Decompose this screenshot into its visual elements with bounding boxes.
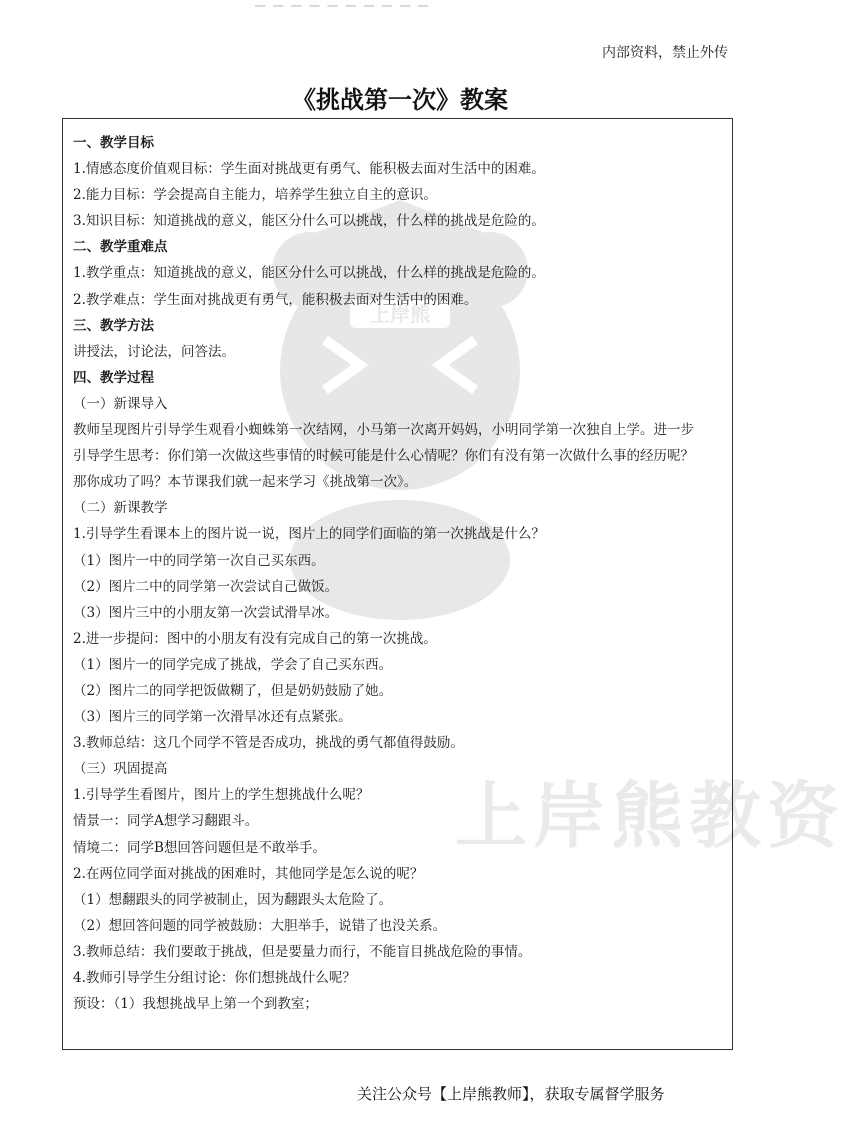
body-line: 4.教师引导学生分组讨论：你们想挑战什么呢？	[73, 970, 356, 986]
body-line: 2.教学难点：学生面对挑战更有勇气，能积极去面对生活中的困难。	[73, 291, 478, 308]
body-line: （一）新课导入	[73, 395, 168, 412]
section-heading: 一、教学目标	[73, 135, 154, 151]
body-line: （3）图片三中的小朋友第一次尝试滑旱冰。	[73, 604, 339, 621]
section-heading: 三、教学方法	[73, 317, 154, 334]
body-line: 2.进一步提问：图中的小朋友有没有完成自己的第一次挑战。	[73, 630, 437, 647]
section-heading: 四、教学过程	[73, 369, 154, 386]
body-line: （1）想翻跟头的同学被制止，因为翻跟头太危险了。	[73, 891, 393, 908]
body-line: 讲授法，讨论法，问答法。	[73, 343, 235, 360]
faded-header-residue: ▔ ▔ ▔ ▔ ▔ ▔ ▔ ▔ ▔ ▔	[255, 6, 431, 21]
body-line: 引导学生思考：你们第一次做这些事情的时候可能是什么心情呢？你们有没有第一次做什么事的经历呢？	[73, 448, 694, 465]
body-line: （1）图片一的同学完成了挑战，学会了自己买东西。	[73, 656, 393, 673]
body-line: 预设：（1）我想挑战早上第一个到教室；	[73, 996, 318, 1013]
body-line: 3.教师总结：这几个同学不管是否成功，挑战的勇气都值得鼓励。	[73, 735, 464, 752]
body-line: （1）图片一中的同学第一次自己买东西。	[73, 552, 325, 569]
body-line: （2）想回答问题的同学被鼓励：大胆举手，说错了也没关系。	[73, 917, 447, 934]
section-heading: 二、教学重难点	[73, 239, 168, 256]
body-line: 3.教师总结：我们要敢于挑战，但是要量力而行，不能盲目挑战危险的事情。	[73, 943, 532, 960]
body-line: 3.知识目标：知道挑战的意义，能区分什么可以挑战，什么样的挑战是危险的。	[73, 213, 545, 230]
document-title: 《挑战第一次》教案	[292, 85, 508, 114]
body-line: 1.教学重点：知道挑战的意义，能区分什么可以挑战，什么样的挑战是危险的。	[73, 265, 545, 282]
body-line: （2）图片二中的同学第一次尝试自己做饭。	[73, 578, 339, 595]
body-line: 那你成功了吗？本节课我们就一起来学习《挑战第一次》。	[73, 474, 418, 491]
body-line: （2）图片二的同学把饭做糊了，但是奶奶鼓励了她。	[73, 682, 393, 699]
body-line: （三）巩固提高	[73, 761, 168, 778]
bear-logo-headband-text: 上岸熊	[370, 302, 430, 326]
footer-note: 关注公众号【上岸熊教师】，获取专属督学服务	[357, 1085, 665, 1103]
confidential-notice: 内部资料，禁止外传	[602, 45, 728, 61]
body-line: 1.情感态度价值观目标：学生面对挑战更有勇气、能积极去面对生活中的困难。	[73, 161, 545, 178]
body-line: 2.在两位同学面对挑战的困难时，其他同学是怎么说的呢？	[73, 865, 424, 882]
body-line: 情境二：同学B想回答问题但是不敢举手。	[73, 839, 326, 856]
body-line: 1.引导学生看图片，图片上的学生想挑战什么呢？	[73, 787, 370, 804]
body-line: 1.引导学生看课本上的图片说一说，图片上的同学们面临的第一次挑战是什么？	[73, 526, 545, 543]
brand-watermark-text: 上岸熊教资	[455, 773, 845, 858]
body-line: 教师呈现图片引导学生观看小蜘蛛第一次结网，小马第一次离开妈妈，小明同学第一次独自上学。进一步	[73, 422, 694, 439]
body-line: （二）新课教学	[73, 500, 168, 517]
lesson-plan-body	[73, 130, 728, 1017]
body-line: （3）图片三的同学第一次滑旱冰还有点紧张。	[73, 709, 352, 726]
body-line: 2.能力目标：学会提高自主能力，培养学生独立自主的意识。	[73, 187, 437, 204]
body-line: 情景一：同学A想学习翻跟斗。	[73, 813, 259, 830]
